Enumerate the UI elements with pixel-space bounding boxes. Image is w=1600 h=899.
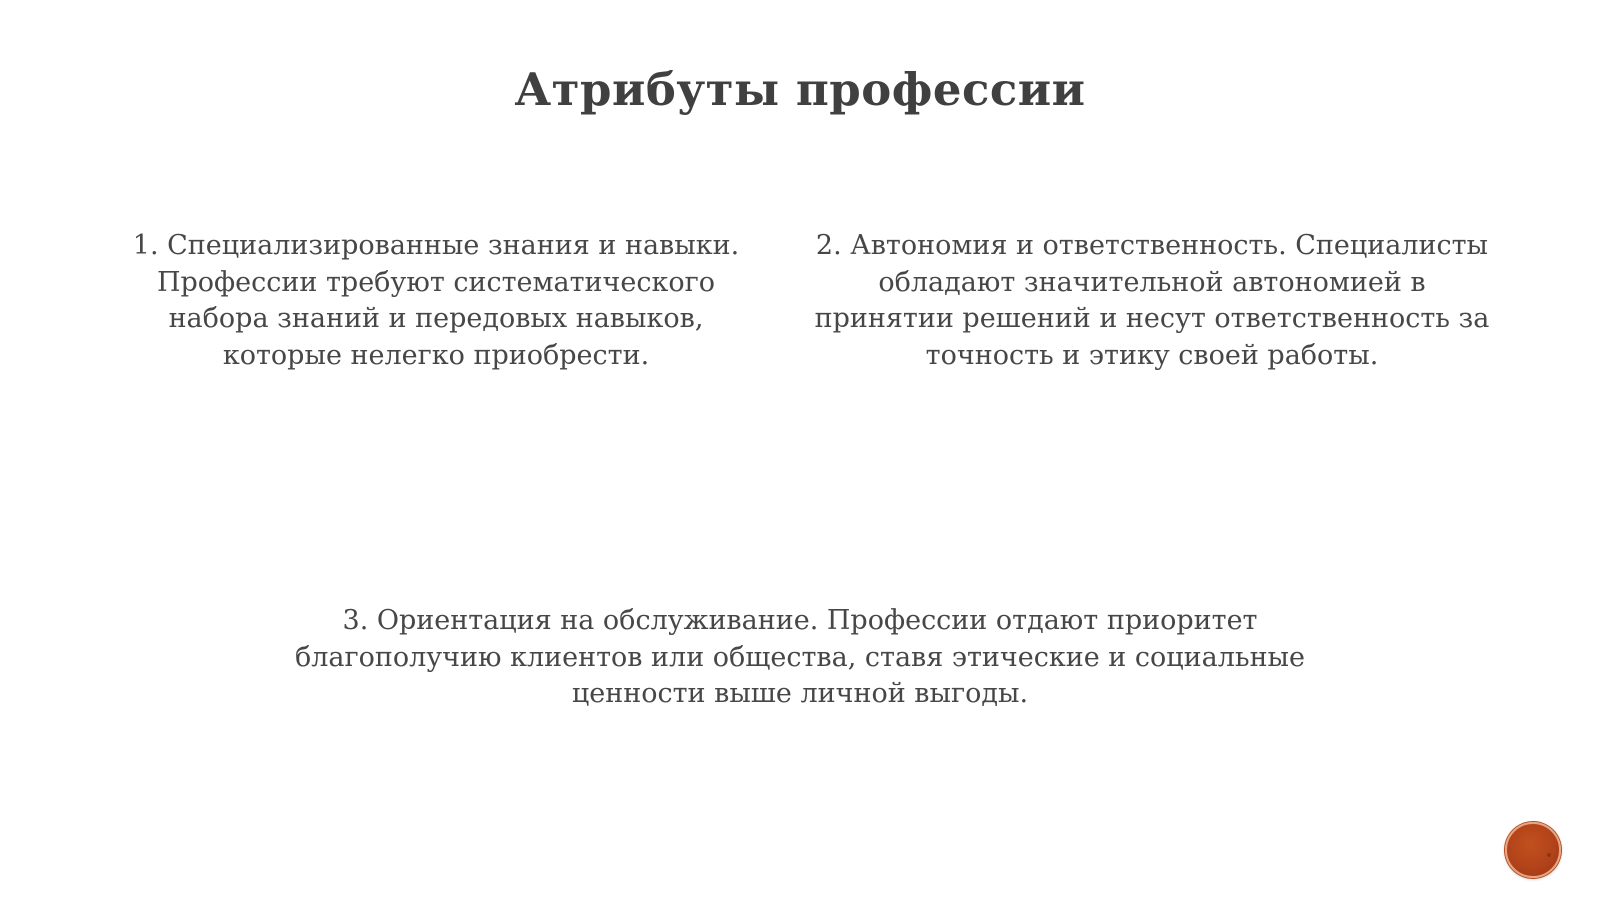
attribute-item-1: 1. Специализированные знания и навыки. Профессии требуют систематического набора знаний и передовых навыков, которые нелегко приобрести. bbox=[132, 230, 740, 371]
circle-nav-icon bbox=[1547, 853, 1551, 857]
attribute-item-3: 3. Ориентация на обслуживание. Профессии отдают приоритет благополучию клиентов или общества, ставя этические и социальные ценности выше личной выгоды. bbox=[294, 605, 1306, 709]
attribute-item-2: 2. Автономия и ответственность. Специалисты обладают значительной автономией в принятии решений и несут ответственность за точность и этику своей работы. bbox=[814, 230, 1490, 371]
slide-title: Атрибуты профессии bbox=[514, 63, 1086, 116]
slide-nav-button[interactable] bbox=[1505, 822, 1561, 878]
